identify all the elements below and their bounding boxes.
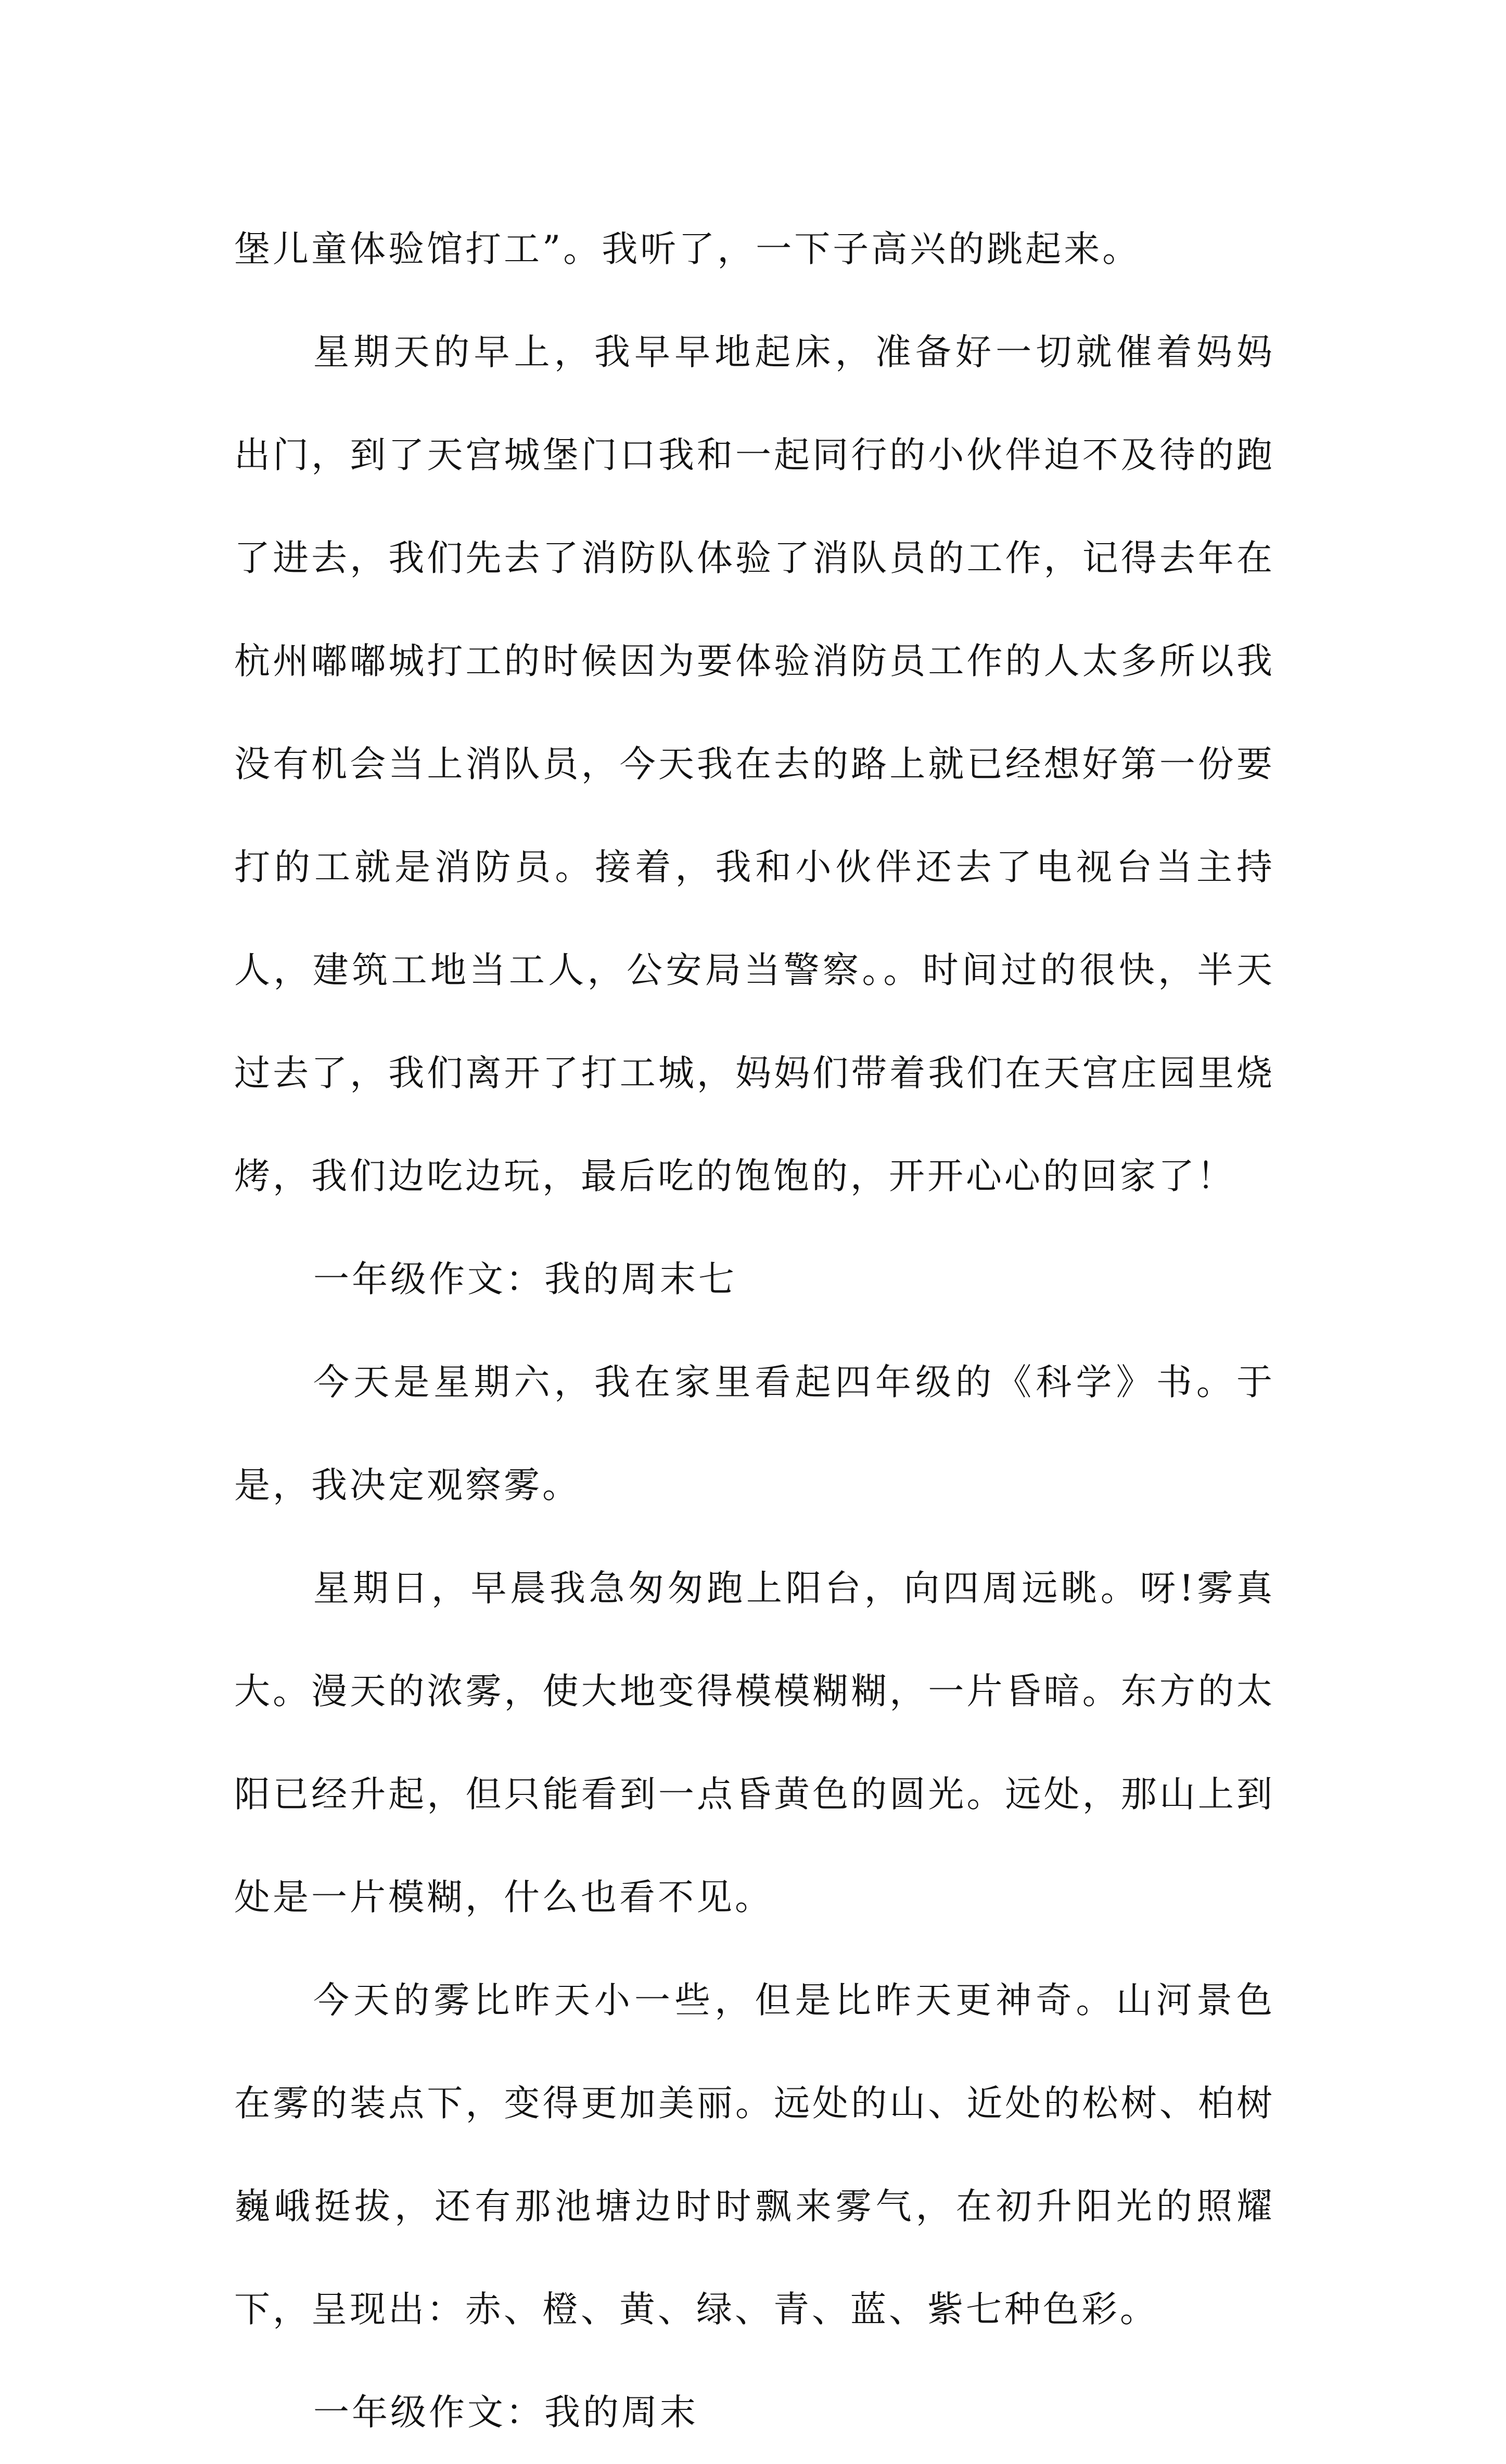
paragraph-fog-scenery: 今天的雾比昨天小一些，但是比昨天更神奇。山河景色在雾的装点下，变得更加美丽。远处的山、近处的松树、柏树巍峨挺拔，还有那池塘边时时飘来雾气，在初升阳光的照耀下，呈现出：赤、橙、黄、绿、青、蓝、紫七种色彩。	[234, 1980, 1275, 2330]
document-body	[234, 198, 1275, 2464]
essay-title-seven: 一年级作文：我的周末七	[313, 1259, 737, 1300]
paragraph-saturday: 今天是星期六，我在家里看起四年级的《科学》书。于是，我决定观察雾。	[234, 1362, 1275, 1506]
paragraph-sunday-fog: 星期日，早晨我急匆匆跑上阳台，向四周远眺。呀!雾真大。漫天的浓雾，使大地变得模模糊糊，一片昏暗。东方的太阳已经升起，但只能看到一点昏黄色的圆光。远处，那山上到处是一片模糊，什么也看不见。	[234, 1568, 1275, 1918]
essay-title: 一年级作文：我的周末	[313, 2392, 698, 2433]
paragraph-weekend-trip: 星期天的早上，我早早地起床，准备好一切就催着妈妈出门，到了天宫城堡门口我和一起同行的小伙伴迫不及待的跑了进去，我们先去了消防队体验了消队员的工作，记得去年在杭州嘟嘟城打工的时候因为要体验消防员工作的人太多所以我没有机会当上消队员，今天我在去的路上就已经想好第一份要打的工就是消防员。接着，我和小伙伴还去了电视台当主持人，建筑工地当工人，公安局当警察。。时间过的很快，半天过去了，我们离开了打工城，妈妈们带着我们在天宫庄园里烧烤，我们边吃边玩，最后吃的饱饱的，开开心心的回家了！	[234, 331, 1275, 1197]
paragraph-continuation: 堡儿童体验馆打工”。我听了，一下子高兴的跳起来。	[234, 228, 1141, 270]
